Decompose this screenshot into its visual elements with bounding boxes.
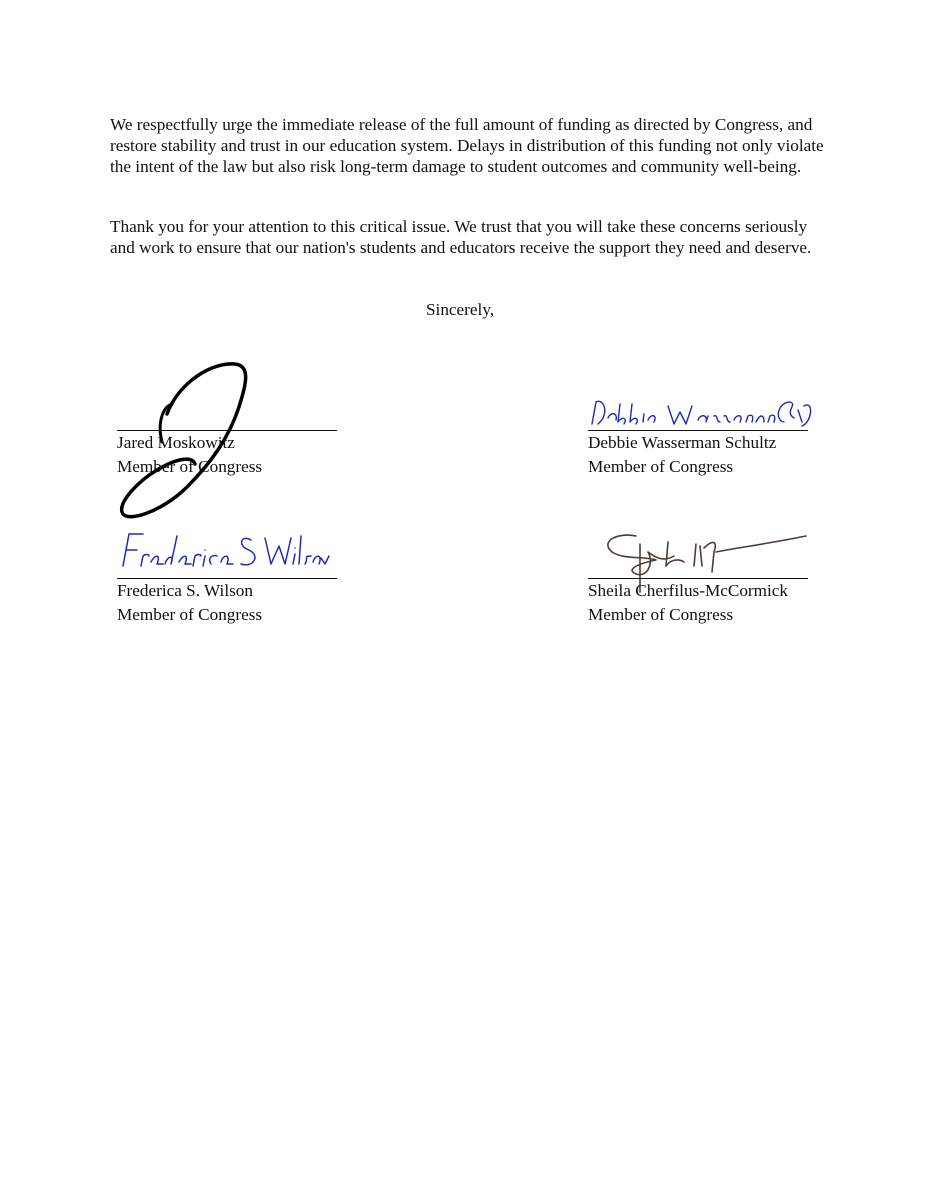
signatory-title: Member of Congress <box>588 605 734 624</box>
signature-line <box>117 578 337 579</box>
signatory-title: Member of Congress <box>117 605 263 624</box>
letter-paragraph: We respectfully urge the immediate release of the full amount of funding as directed by Congress, and restore stability and trust in our education system. Delays in distribution of this funding not only violate the intent of the law but also risk long-term damage to student outcomes and community well-being. <box>110 115 824 176</box>
letter-closing: Sincerely, <box>426 300 495 319</box>
signature-line <box>117 430 337 431</box>
signatory-title: Member of Congress <box>588 457 734 476</box>
signature-image-wilson <box>117 528 332 573</box>
signatory-name: Sheila Cherfilus-McCormick <box>588 581 789 600</box>
signatory-name: Frederica S. Wilson <box>117 581 253 600</box>
signatory-name: Jared Moskowitz <box>117 433 235 452</box>
signatory-title: Member of Congress <box>117 457 263 476</box>
signatory-name: Debbie Wasserman Schultz <box>588 433 777 452</box>
signature-line <box>588 578 808 579</box>
signature-image-wasserman-schultz <box>588 392 818 432</box>
letter-paragraph: Thank you for your attention to this critical issue. We trust that you will take these concerns seriously and work to ensure that our nation's students and educators receive the support they need and deserve. <box>110 217 812 257</box>
signature-line <box>588 430 808 431</box>
